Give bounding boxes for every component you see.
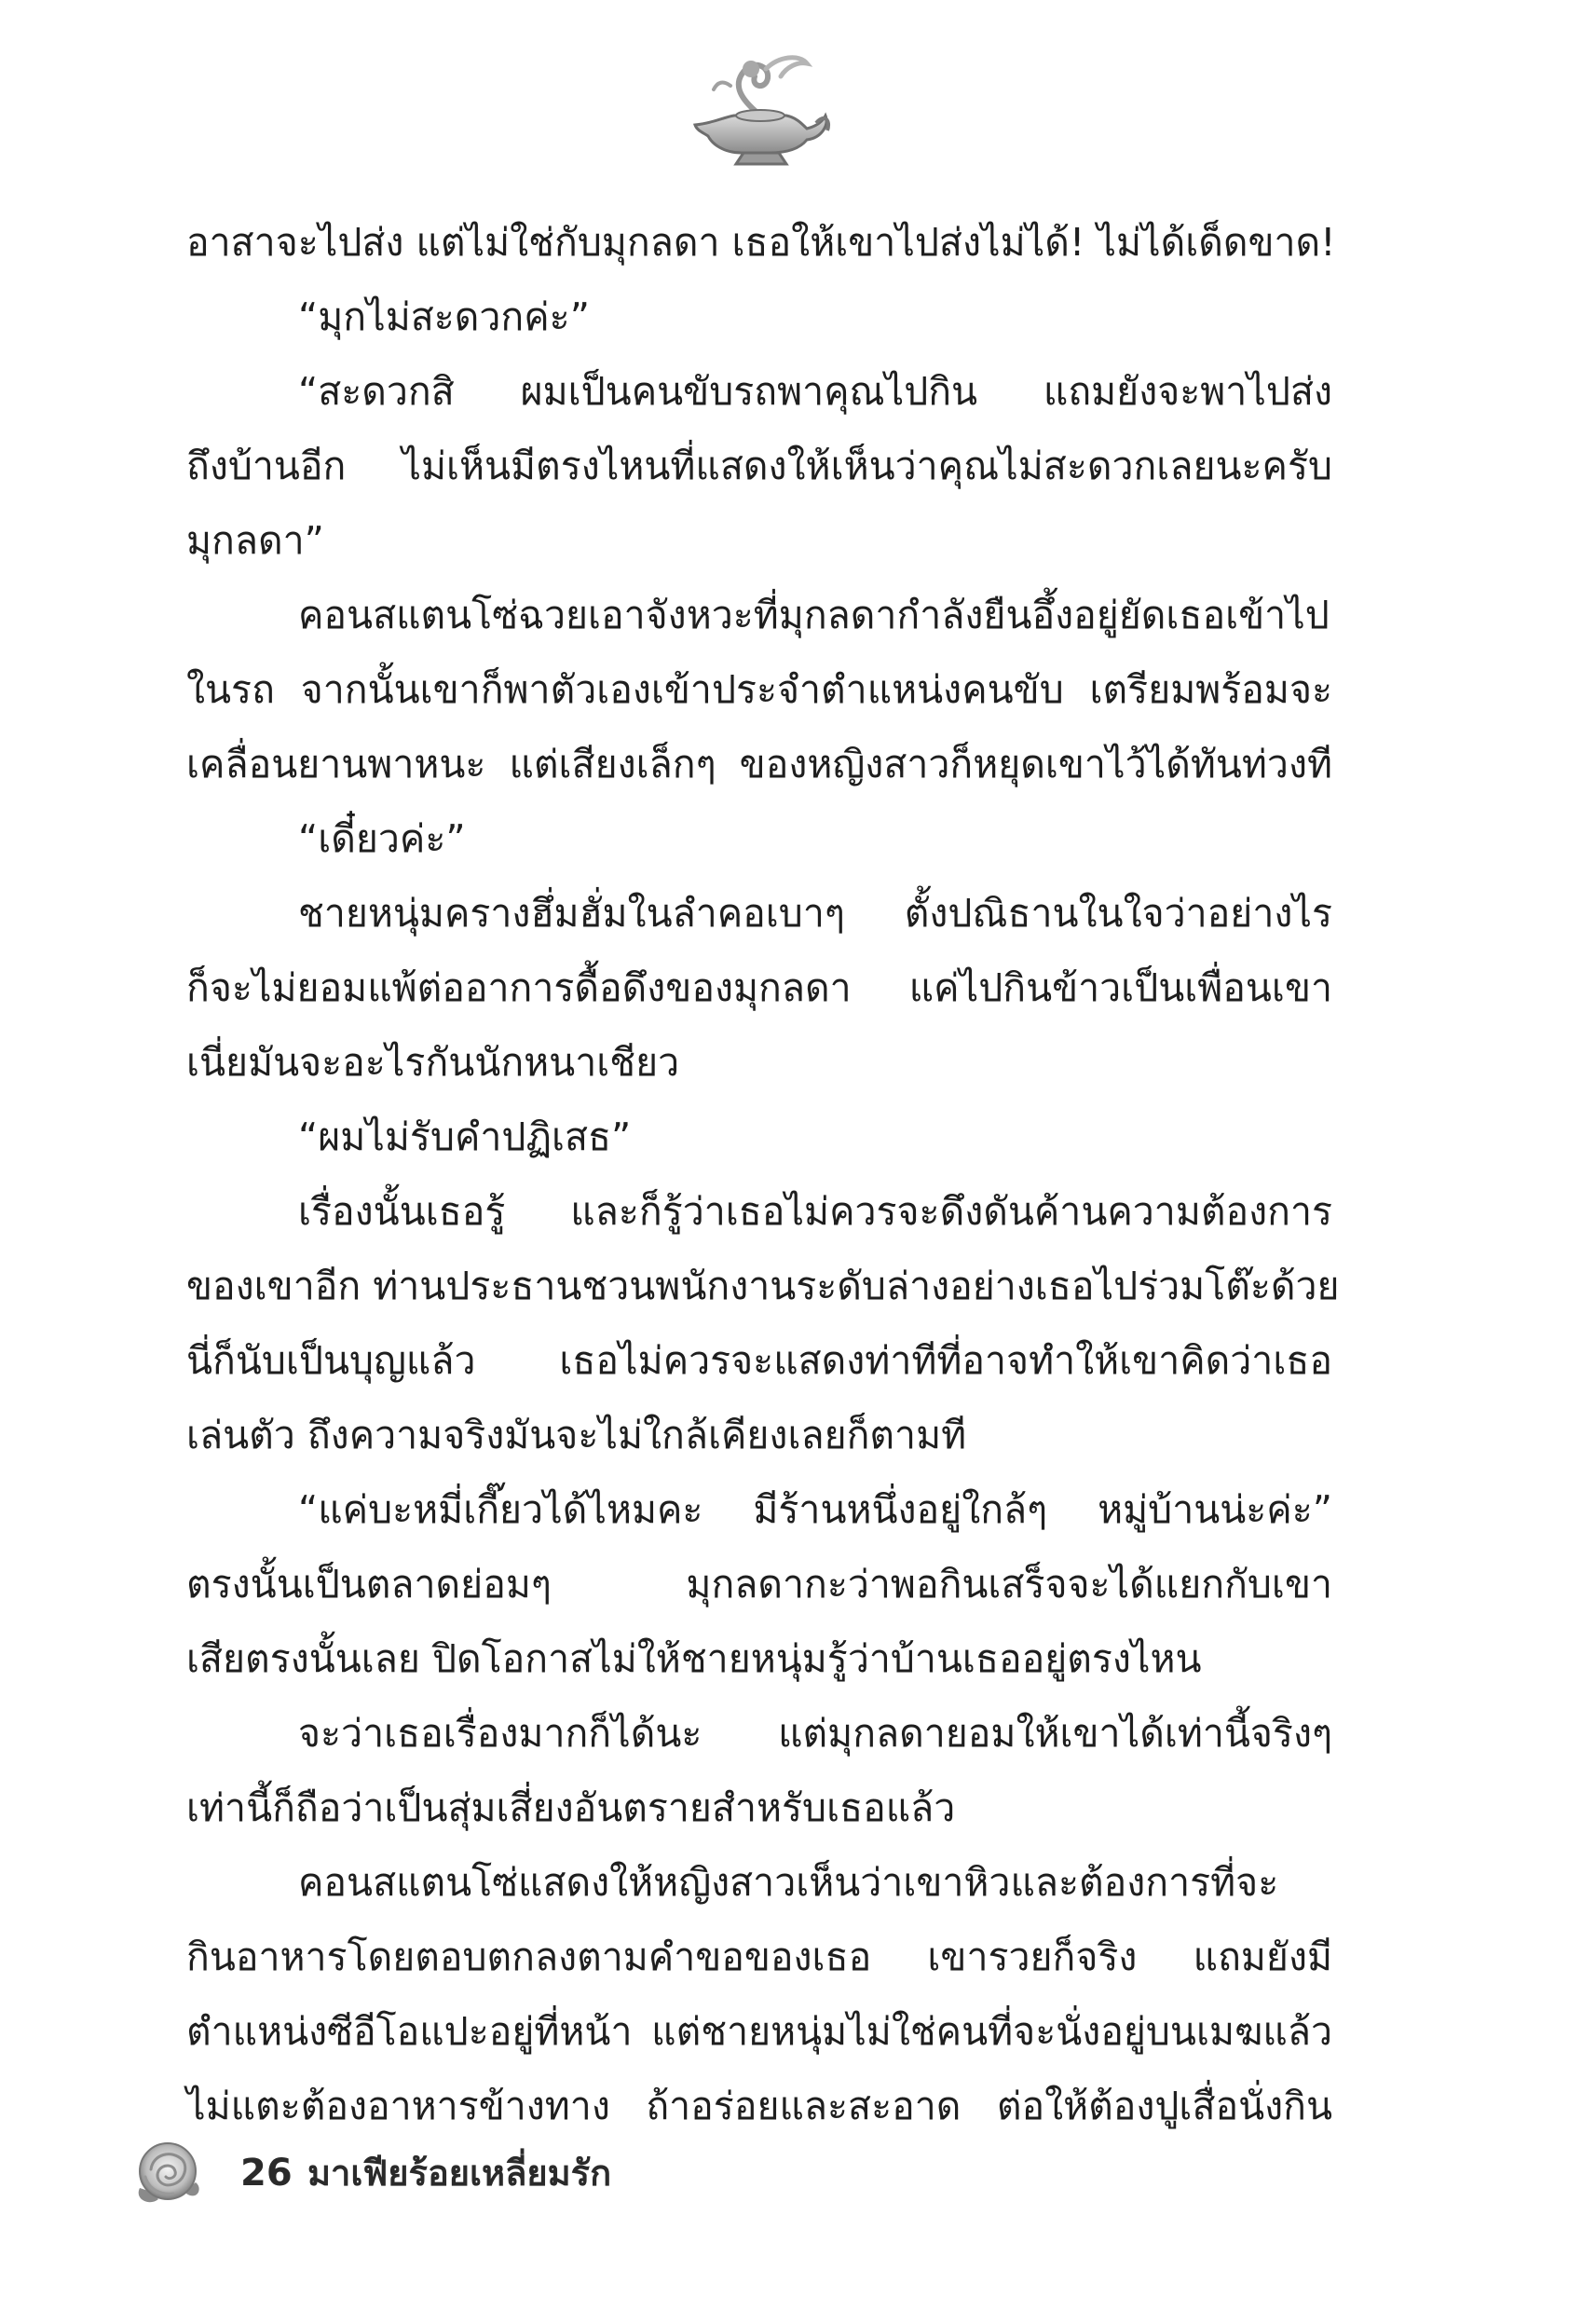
magic-lamp-icon <box>676 48 835 174</box>
text-line: “ผมไม่รับคำปฏิเสธ” <box>298 1114 632 1159</box>
text-line: ไม่แตะต้องอาหารข้างทาง ถ้าอร่อยและสะอาด ต่อให้ต้องปูเสื่อนั่งกิน <box>186 2084 1332 2128</box>
text-line: เสียตรงนั้นเลย ปิดโอกาสไม่ให้ชายหนุ่มรู้ว่าบ้านเธออยู่ตรงไหน <box>186 1636 1202 1681</box>
text-line: อาสาจะไปส่ง แต่ไม่ใช่กับมุกลดา เธอให้เขาไปส่งไม่ได้! ไม่ได้เด็ดขาด! <box>186 220 1336 265</box>
text-line: ของเขาอีก ท่านประธานชวนพนักงานระดับล่างอย่างเธอไปร่วมโต๊ะด้วย <box>186 1264 1340 1308</box>
text-line: ถึงบ้านอีก ไม่เห็นมีตรงไหนที่แสดงให้เห็นว่าคุณไม่สะดวกเลยนะครับ <box>186 444 1332 488</box>
text-line: “สะดวกสิ ผมเป็นคนขับรถพาคุณไปกิน แถมยังจะพาไปส่ง <box>298 369 1332 414</box>
text-line: นี่ก็นับเป็นบุญแล้ว เธอไม่ควรจะแสดงท่าทีที่อาจทำให้เขาคิดว่าเธอ <box>186 1338 1332 1383</box>
text-line: คอนสแตนโซ่ฉวยเอาจังหวะที่มุกลดากำลังยืนอึ้งอยู่ยัดเธอเข้าไป <box>298 593 1330 637</box>
rose-icon <box>130 2134 205 2208</box>
text-line: จะว่าเธอเรื่องมากก็ได้นะ แต่มุกลดายอมให้เขาได้เท่านี้จริงๆ <box>298 1711 1332 1756</box>
text-line: คอนสแตนโซ่แสดงให้หญิงสาวเห็นว่าเขาหิวและต้องการที่จะ <box>298 1860 1279 1905</box>
text-line: “เดี๋ยวค่ะ” <box>298 816 466 861</box>
page-number: 26 <box>240 2152 293 2195</box>
text-line: ชายหนุ่มครางฮึ่มฮั่มในลำคอเบาๆ ตั้งปณิธานในใจว่าอย่างไร <box>298 891 1332 936</box>
text-line: เล่นตัว ถึงความจริงมันจะไม่ใกล้เคียงเลยก็ตามที <box>186 1413 967 1457</box>
text-line: “แค่บะหมี่เกี๊ยวได้ไหมคะ มีร้านหนึ่งอยู่ใกล้ๆ หมู่บ้านน่ะค่ะ” <box>298 1487 1332 1532</box>
text-line: “มุกไม่สะดวกค่ะ” <box>298 294 590 339</box>
text-line: ตำแหน่งซีอีโอแปะอยู่ที่หน้า แต่ชายหนุ่มไม่ใช่คนที่จะนั่งอยู่บนเมฆแล้ว <box>186 2009 1332 2054</box>
body-text <box>186 205 1340 2143</box>
page-footer <box>130 2134 783 2218</box>
text-line: มุกลดา” <box>186 518 324 563</box>
text-line: เรื่องนั้นเธอรู้ และก็รู้ว่าเธอไม่ควรจะดึงดันค้านความต้องการ <box>298 1189 1332 1234</box>
text-line: เนี่ยมันจะอะไรกันนักหนาเชียว <box>186 1040 680 1085</box>
text-line: ในรถ จากนั้นเขาก็พาตัวเองเข้าประจำตำแหน่งคนขับ เตรียมพร้อมจะ <box>186 667 1332 712</box>
text-line: เท่านี้ก็ถือว่าเป็นสุ่มเสี่ยงอันตรายสำหรับเธอแล้ว <box>186 1785 956 1830</box>
book-title: มาเฟียร้อยเหลี่ยมรัก <box>307 2153 612 2194</box>
text-line: กินอาหารโดยตอบตกลงตามคำขอของเธอ เขารวยก็จริง แถมยังมี <box>186 1935 1332 1979</box>
text-line: ก็จะไม่ยอมแพ้ต่ออาการดื้อดึงของมุกลดา แค่ไปกินข้าวเป็นเพื่อนเขา <box>186 965 1332 1010</box>
text-line: เคลื่อนยานพาหนะ แต่เสียงเล็กๆ ของหญิงสาวก็หยุดเขาไว้ได้ทันท่วงที <box>186 742 1332 786</box>
text-line: ตรงนั้นเป็นตลาดย่อมๆ มุกลดากะว่าพอกินเสร็จจะได้แยกกับเขา <box>186 1562 1332 1607</box>
